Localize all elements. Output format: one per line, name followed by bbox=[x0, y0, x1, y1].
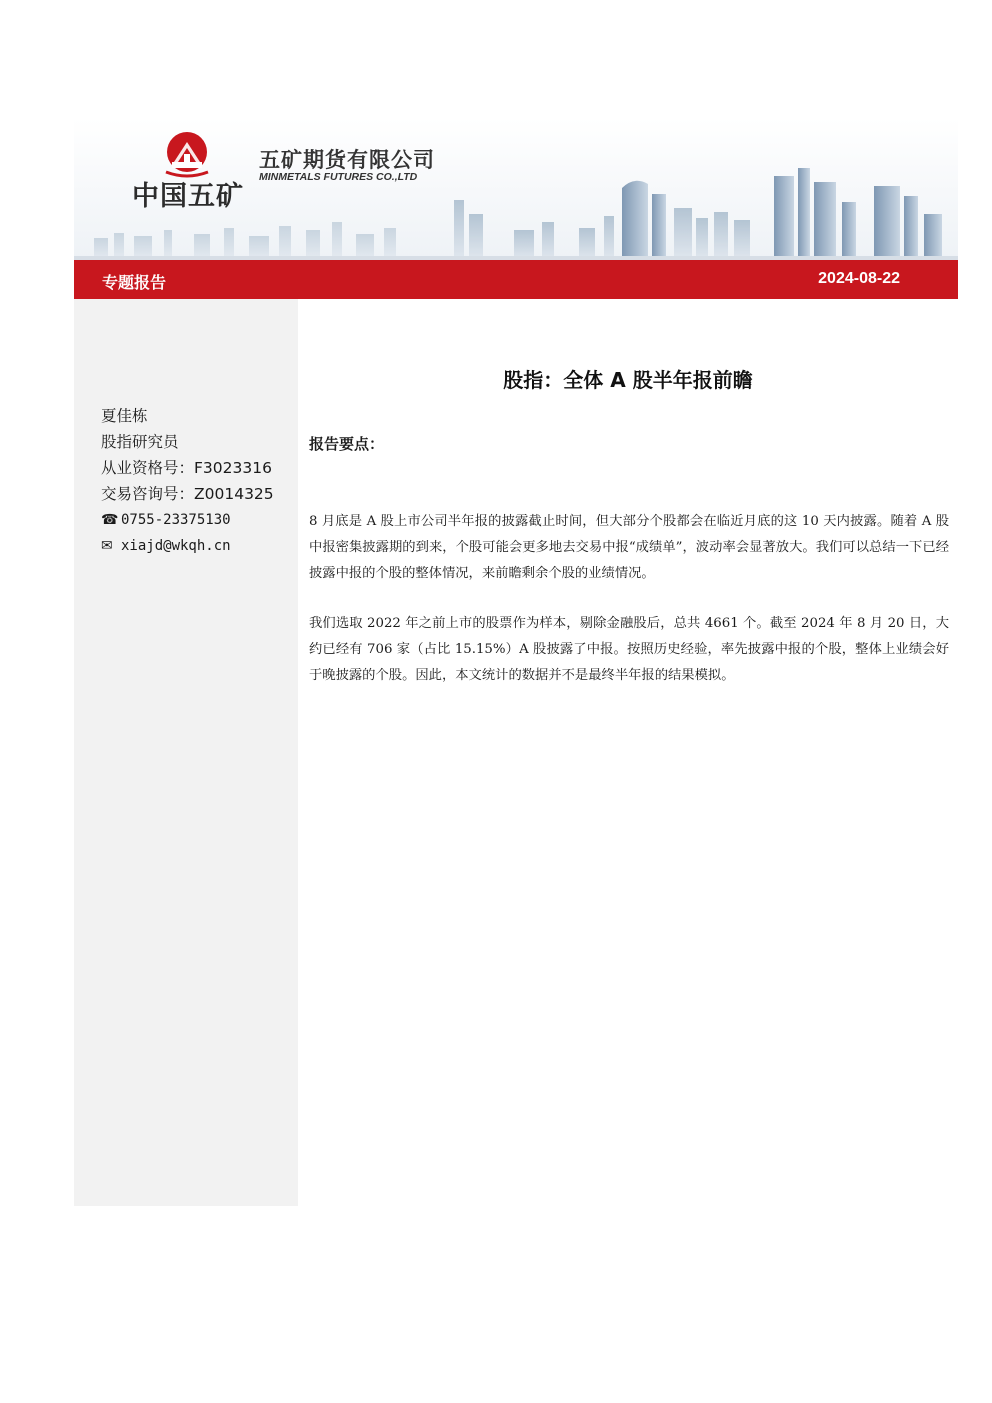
report-date: 2024-08-22 bbox=[818, 270, 900, 287]
group-logo-text: 中国五矿 bbox=[132, 181, 244, 212]
company-name-en: MINMETALS FUTURES CO.,LTD bbox=[259, 171, 418, 183]
email-row[interactable] bbox=[101, 533, 274, 559]
author-sidebar bbox=[74, 299, 298, 1206]
header-banner bbox=[74, 118, 958, 260]
phone-icon: ☎ bbox=[101, 512, 119, 528]
report-type-banner bbox=[74, 260, 958, 299]
author-title: 股指研究员 bbox=[101, 433, 179, 451]
envelope-icon: ✉ bbox=[101, 538, 113, 554]
report-type-label: 专题报告 bbox=[102, 273, 167, 292]
paragraph-2: 我们选取 2022 年之前上市的股票作为样本，剔除金融股后，总共 4661 个。截至 2024 年 8 月 20 日，大约已经有 706 家（占比 15.15%）A 股披露了中报。按照历史经验，率先披露中报的个股，整体上业绩会好于晚披露的个股。因此，本文统计的数据并不是最终半年报的结果模拟。 bbox=[309, 616, 949, 683]
qualification-number: 从业资格号：F3023316 bbox=[101, 459, 272, 477]
email-address[interactable]: xiajd@wkqh.cn bbox=[121, 538, 231, 554]
author-info bbox=[101, 403, 274, 559]
company-name-zh: 五矿期货有限公司 bbox=[259, 148, 435, 172]
phone-number: 0755-23375130 bbox=[121, 512, 231, 528]
section-heading: 报告要点： bbox=[309, 435, 385, 453]
author-name: 夏佳栋 bbox=[101, 407, 148, 425]
report-title: 股指：全体 A 股半年报前瞻 bbox=[503, 368, 753, 392]
consulting-number: 交易咨询号：Z0014325 bbox=[101, 485, 274, 503]
paragraph-1: 8 月底是 A 股上市公司半年报的披露截止时间，但大部分个股都会在临近月底的这 10 天内披露。随着 A 股中报密集披露期的到来，个股可能会更多地去交易中报“成绩单”，波动率会显著放大。我们可以总结一下已经披露中报的个股的整体情况，来前瞻剩余个股的业绩情况。 bbox=[309, 514, 949, 581]
phone-row bbox=[101, 507, 274, 533]
